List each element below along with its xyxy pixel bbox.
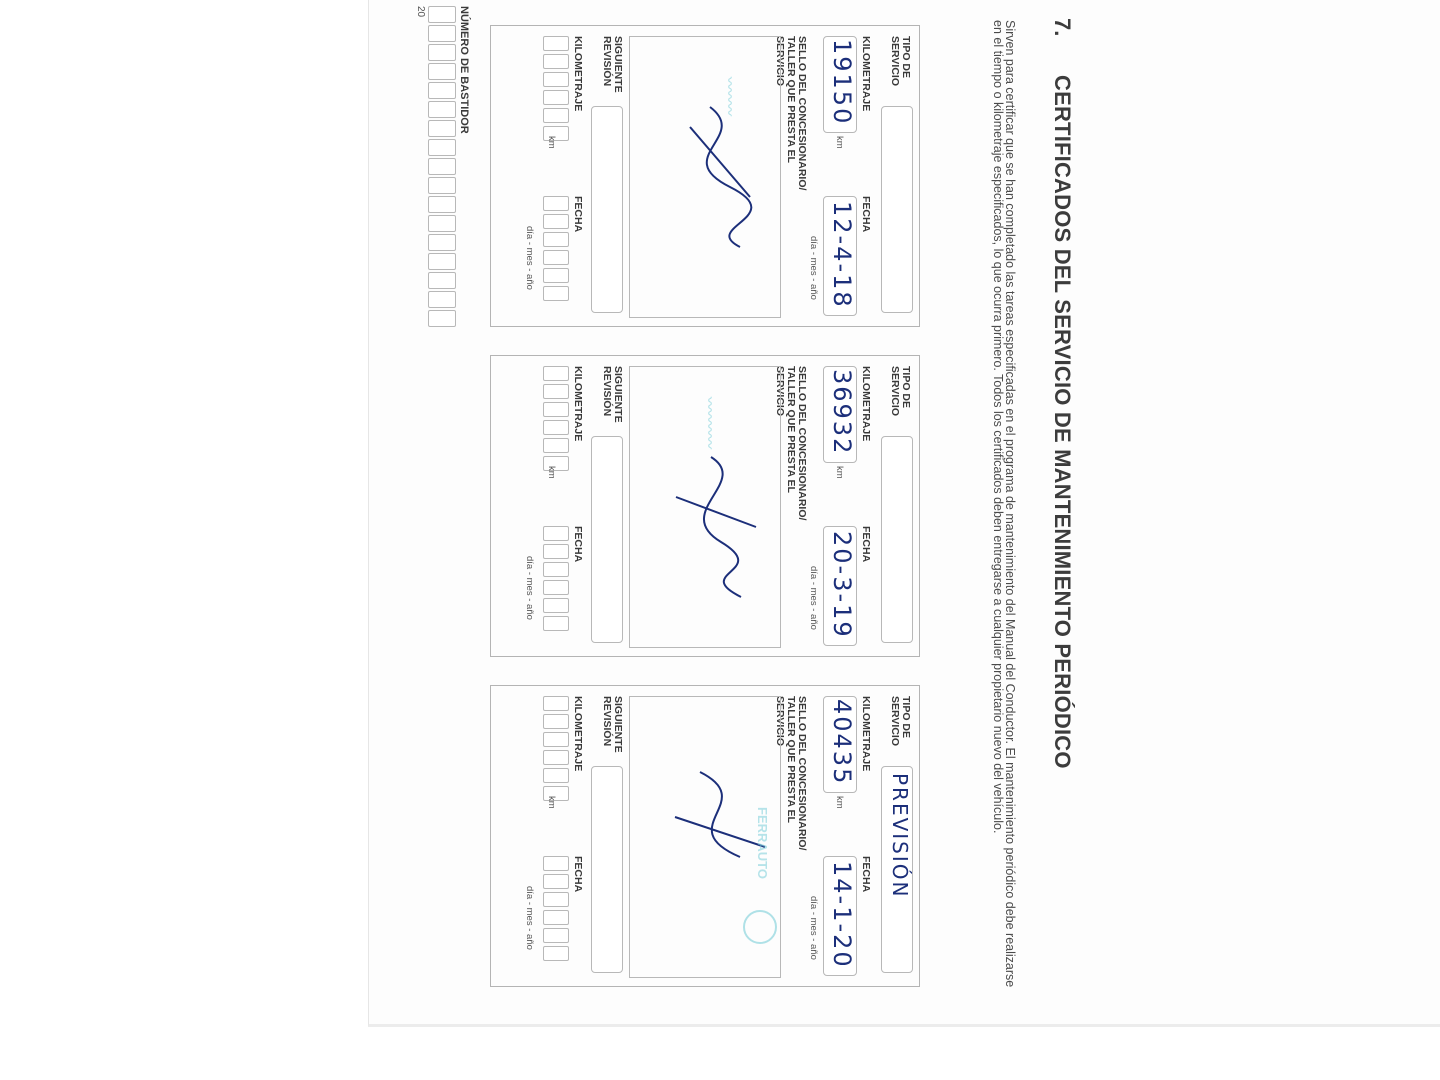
next-fecha-digit-boxes[interactable] <box>543 526 569 631</box>
next-fecha-label: FECHA <box>572 526 584 563</box>
km-unit: km <box>834 466 845 479</box>
tipo-servicio-field[interactable] <box>881 106 913 313</box>
stamp-area <box>629 696 781 978</box>
tipo-servicio-label: TIPO DE SERVICIO <box>889 366 912 416</box>
kilometraje-value: 19150 <box>828 39 856 126</box>
kilometraje-label: KILOMETRAJE <box>860 36 872 112</box>
date-format-hint: día - mes - año <box>808 896 819 960</box>
kilometraje-field[interactable] <box>823 366 857 463</box>
numero-bastidor-label: NÚMERO DE BASTIDOR <box>458 6 470 134</box>
sello-label: SELLO DEL CONCESIONARIO/ TALLER QUE PRESTA EL SERVICIO <box>774 36 808 191</box>
next-date-format-hint: día - mes - año <box>524 886 535 950</box>
fecha-field[interactable] <box>823 526 857 646</box>
next-date-format-hint: día - mes - año <box>524 556 535 620</box>
sello-label: SELLO DEL CONCESIONARIO/ TALLER QUE PRESTA EL SERVICIO <box>774 696 808 851</box>
fecha-field[interactable] <box>823 196 857 316</box>
dealer-stamp-watermark: 〰〰〰〰 <box>702 397 717 450</box>
signature-scribble <box>660 757 770 917</box>
kilometraje-label: KILOMETRAJE <box>860 696 872 772</box>
vin-digit-boxes[interactable] <box>428 6 456 327</box>
fecha-field[interactable] <box>823 856 857 976</box>
fecha-label: FECHA <box>860 196 872 233</box>
next-km-digit-boxes[interactable] <box>543 696 569 801</box>
tipo-servicio-value: PREVISIÓN <box>888 773 912 899</box>
siguiente-revision-field[interactable] <box>591 766 623 973</box>
kilometraje-field[interactable] <box>823 696 857 793</box>
kilometraje-value: 36932 <box>828 369 856 456</box>
stamp-area <box>629 366 781 648</box>
certificate-1 <box>490 25 920 327</box>
siguiente-revision-label: SIGUIENTE REVISIÓN <box>601 366 624 423</box>
siguiente-revision-label: SIGUIENTE REVISIÓN <box>601 696 624 753</box>
next-date-format-hint: día - mes - año <box>524 226 535 290</box>
next-km-unit: km <box>546 466 557 479</box>
section-title: CERTIFICADOS DEL SERVICIO DE MANTENIMIENTO PERIÓDICO <box>1050 75 1075 769</box>
siguiente-revision-field[interactable] <box>591 106 623 313</box>
siguiente-revision-label: SIGUIENTE REVISIÓN <box>601 36 624 93</box>
fecha-value: 12-4-18 <box>828 201 856 309</box>
sello-label: SELLO DEL CONCESIONARIO/ TALLER QUE PRESTA EL SERVICIO <box>774 366 808 521</box>
page-number: 20 <box>415 6 426 18</box>
siguiente-revision-field[interactable] <box>591 436 623 643</box>
fecha-label: FECHA <box>860 526 872 563</box>
km-unit: km <box>834 136 845 149</box>
signature-scribble <box>660 97 770 257</box>
fecha-value: 20-3-19 <box>828 531 856 639</box>
next-kilometraje-label: KILOMETRAJE <box>572 696 584 772</box>
tipo-servicio-field[interactable] <box>881 436 913 643</box>
certificate-3 <box>490 685 920 987</box>
next-kilometraje-label: KILOMETRAJE <box>572 366 584 442</box>
next-fecha-digit-boxes[interactable] <box>543 196 569 301</box>
next-kilometraje-label: KILOMETRAJE <box>572 36 584 112</box>
date-format-hint: día - mes - año <box>808 566 819 630</box>
date-format-hint: día - mes - año <box>808 236 819 300</box>
next-km-digit-boxes[interactable] <box>543 366 569 471</box>
next-km-unit: km <box>546 796 557 809</box>
signature-scribble <box>656 447 766 607</box>
certificate-2 <box>490 355 920 657</box>
next-km-digit-boxes[interactable] <box>543 36 569 141</box>
stamp-circle-icon <box>740 907 780 947</box>
tipo-servicio-label: TIPO DE SERVICIO <box>889 36 912 86</box>
section-number: 7. <box>1050 18 1075 37</box>
kilometraje-label: KILOMETRAJE <box>860 366 872 442</box>
kilometraje-value: 40435 <box>828 699 856 786</box>
next-km-unit: km <box>546 136 557 149</box>
next-fecha-digit-boxes[interactable] <box>543 856 569 961</box>
fecha-value: 14-1-20 <box>828 861 856 969</box>
section-intro: Sirven para certificar que se han completado las tareas especificadas en el programa de mantenimiento del Manual del Conductor. El mantenimiento periódico debe realizarse en el tiempo o kilometraje especificados, lo que ocurra primero. Todos los certificados deben entregarse a cualquier propietario nuevo del vehículo. <box>991 20 1017 988</box>
tipo-servicio-label: TIPO DE SERVICIO <box>889 696 912 746</box>
next-fecha-label: FECHA <box>572 196 584 233</box>
dealer-stamp-watermark: 〰〰〰 <box>722 77 737 117</box>
dealer-stamp-text: FERRAUTO <box>755 807 770 879</box>
kilometraje-field[interactable] <box>823 36 857 133</box>
next-fecha-label: FECHA <box>572 856 584 893</box>
tipo-servicio-field[interactable] <box>881 766 913 973</box>
fecha-label: FECHA <box>860 856 872 893</box>
km-unit: km <box>834 796 845 809</box>
stamp-area <box>629 36 781 318</box>
rotated-page-content <box>380 0 1080 1030</box>
